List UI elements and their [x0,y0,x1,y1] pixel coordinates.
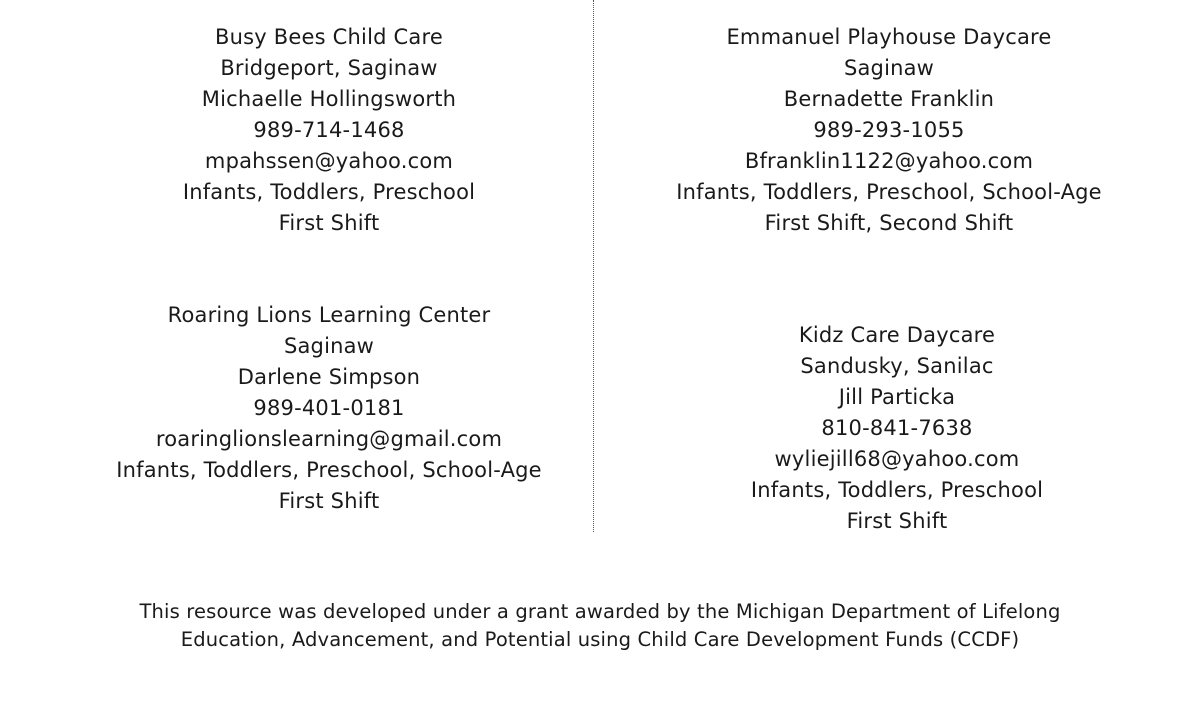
provider-ages: Infants, Toddlers, Preschool [182,180,476,204]
provider-ages: Infants, Toddlers, Preschool, School-Age [676,180,1102,204]
provider-email: Bfranklin1122@yahoo.com [744,149,1034,173]
provider-name: Roaring Lions Learning Center [167,303,491,327]
provider-location: Saginaw [283,334,375,358]
provider-phone: 810-841-7638 [821,416,973,440]
provider-location: Saginaw [843,56,935,80]
grant-disclaimer-line-1: This resource was developed under a grant awarded by the Michigan Department of Lifelong [139,600,1061,623]
provider-card-emmanuel-playhouse [609,22,1169,239]
provider-contact: Jill Particka [838,385,956,409]
grant-disclaimer [60,598,1140,654]
provider-phone: 989-293-1055 [813,118,965,142]
provider-name: Kidz Care Daycare [798,323,996,347]
provider-shifts: First Shift [846,509,948,533]
provider-shifts: First Shift, Second Shift [764,211,1014,235]
provider-name: Busy Bees Child Care [215,25,443,49]
provider-name: Emmanuel Playhouse Daycare [726,25,1052,49]
provider-location: Bridgeport, Saginaw [220,56,438,80]
provider-email: roaringlionslearning@gmail.com [155,427,503,451]
provider-location: Sandusky, Sanilac [800,354,994,378]
provider-contact: Michaelle Hollingsworth [201,87,457,111]
provider-card-roaring-lions [49,300,609,517]
grant-disclaimer-line-2: Education, Advancement, and Potential using Child Care Development Funds (CCDF) [180,628,1020,651]
provider-contact: Darlene Simpson [237,365,421,389]
provider-ages: Infants, Toddlers, Preschool, School-Age [116,458,542,482]
provider-card-busy-bees [49,22,609,239]
provider-contact: Bernadette Franklin [783,87,995,111]
provider-email: wyliejill68@yahoo.com [774,447,1020,471]
provider-shifts: First Shift [278,489,380,513]
provider-email: mpahssen@yahoo.com [204,149,454,173]
provider-phone: 989-401-0181 [253,396,405,420]
provider-ages: Infants, Toddlers, Preschool [750,478,1044,502]
provider-shifts: First Shift [278,211,380,235]
provider-card-kidz-care [617,320,1177,537]
provider-phone: 989-714-1468 [253,118,405,142]
